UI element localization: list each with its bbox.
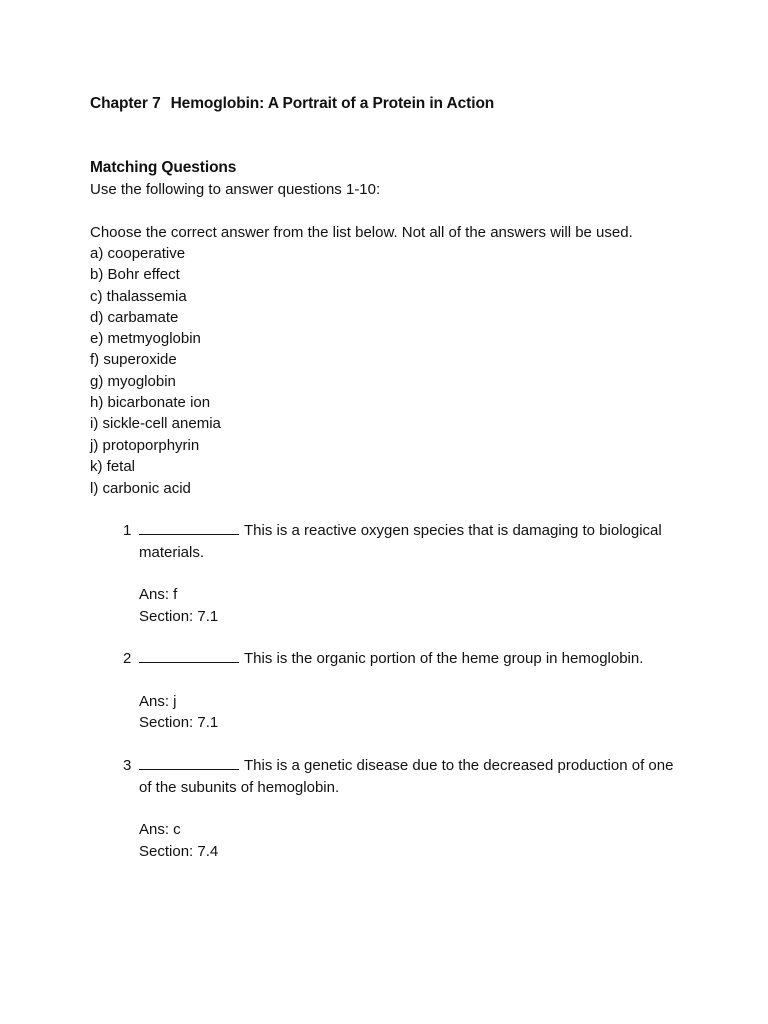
question-text — [139, 648, 679, 670]
instructions-text: Choose the correct answer from the list below. Not all of the answers will be used. — [90, 224, 633, 241]
option-f: f) superoxide — [90, 351, 177, 368]
answer-line: Ans: j — [139, 693, 177, 710]
use-following-text: Use the following to answer questions 1-10: — [90, 181, 381, 198]
section-heading: Matching Questions — [90, 159, 237, 176]
question-number: 1 — [123, 522, 132, 539]
answer-blank — [139, 648, 239, 663]
option-b: b) Bohr effect — [90, 266, 180, 283]
question-number: 3 — [123, 757, 132, 774]
section-line: Section: 7.4 — [139, 843, 219, 860]
section-line: Section: 7.1 — [139, 608, 219, 625]
question-prompt: This is the organic portion of the heme group in hemoglobin. — [244, 650, 644, 667]
option-e: e) metmyoglobin — [90, 330, 201, 347]
option-l: l) carbonic acid — [90, 480, 191, 497]
option-g: g) myoglobin — [90, 373, 176, 390]
question-number: 2 — [123, 650, 132, 667]
answer-blank — [139, 755, 239, 770]
chapter-title-text: Hemoglobin: A Portrait of a Protein in Action — [170, 95, 495, 112]
option-j: j) protoporphyrin — [90, 437, 200, 454]
question-text — [139, 755, 679, 798]
option-h: h) bicarbonate ion — [90, 394, 211, 411]
answer-blank — [139, 520, 239, 535]
answer-line: Ans: c — [139, 821, 181, 838]
chapter-title — [90, 93, 494, 114]
option-a: a) cooperative — [90, 245, 186, 262]
question-text — [139, 520, 679, 563]
option-i: i) sickle-cell anemia — [90, 415, 221, 432]
section-line: Section: 7.1 — [139, 714, 219, 731]
option-c: c) thalassemia — [90, 288, 187, 305]
question-prompt: This is a reactive oxygen species that is damaging to biological materials. — [139, 522, 662, 561]
question-prompt: This is a genetic disease due to the decreased production of one of the subunits of hemoglobin. — [139, 757, 674, 796]
answer-line: Ans: f — [139, 586, 178, 603]
option-k: k) fetal — [90, 458, 136, 475]
chapter-label: Chapter 7 — [90, 95, 161, 112]
option-d: d) carbamate — [90, 309, 179, 326]
